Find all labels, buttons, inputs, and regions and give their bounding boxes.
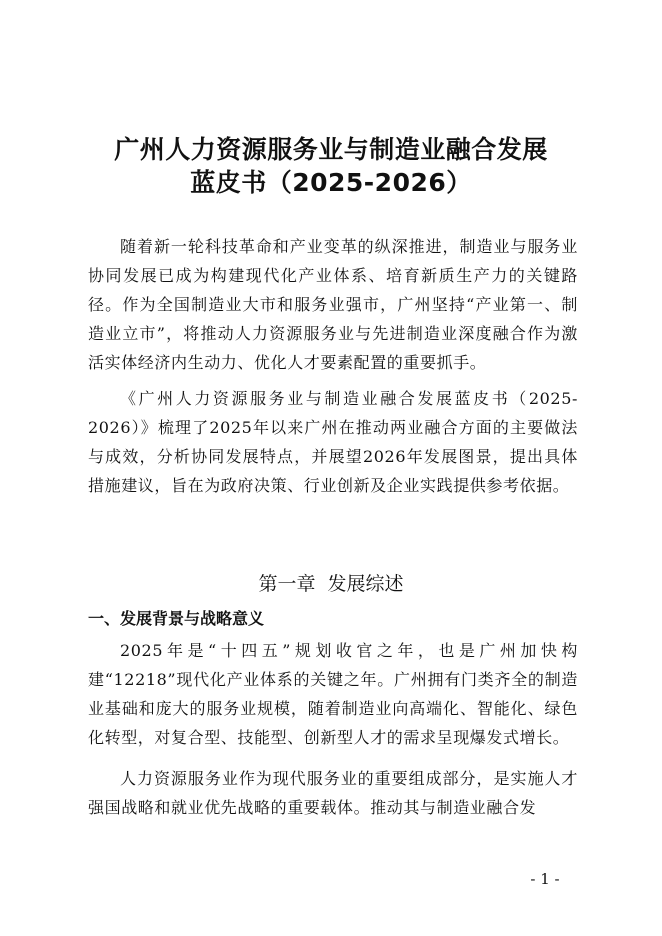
intro-paragraph-1: 随着新一轮科技革命和产业变革的纵深推进，制造业与服务业协同发展已成为构建现代化产业体系、培育新质生产力的关键路径。作为全国制造业大市和服务业强市，广州坚持“产业第一、制造业立市”，将推动人力资源服务业与先进制造业深度融合作为激活实体经济内生动力、优化人才要素配置的重要抓手。 <box>88 237 578 372</box>
body-paragraph-2: 人力资源服务业作为现代服务业的重要组成部分，是实施人才强国战略和就业优先战略的重要载体。推动其与制造业融合发 <box>88 769 578 817</box>
chapter-heading: 第一章 发展综述 <box>258 573 404 595</box>
page-number: - 1 - <box>530 870 560 888</box>
document-title-line-1: 广州人力资源服务业与制造业融合发展 <box>114 135 548 164</box>
body-paragraph-1: 2025年是“十四五”规划收官之年，也是广州加快构建“12218”现代化产业体系的关键之年。广州拥有门类齐全的制造业基础和庞大的服务业规模，随着制造业向高端化、智能化、绿色化转型，对复合型、技能型、创新型人才的需求呈现爆发式增长。 <box>88 641 578 747</box>
section-heading: 一、发展背景与战略意义 <box>88 609 265 628</box>
document-title-line-2: 蓝皮书（2025-2026） <box>190 168 472 197</box>
intro-paragraph-2: 《广州人力资源服务业与制造业融合发展蓝皮书（2025-2026）》梳理了2025年以来广州在推动两业融合方面的主要做法与成效，分析协同发展特点，并展望2026年发展图景，提出具体措施建议，旨在为政府决策、行业创新及企业实践提供参考依据。 <box>88 389 578 495</box>
